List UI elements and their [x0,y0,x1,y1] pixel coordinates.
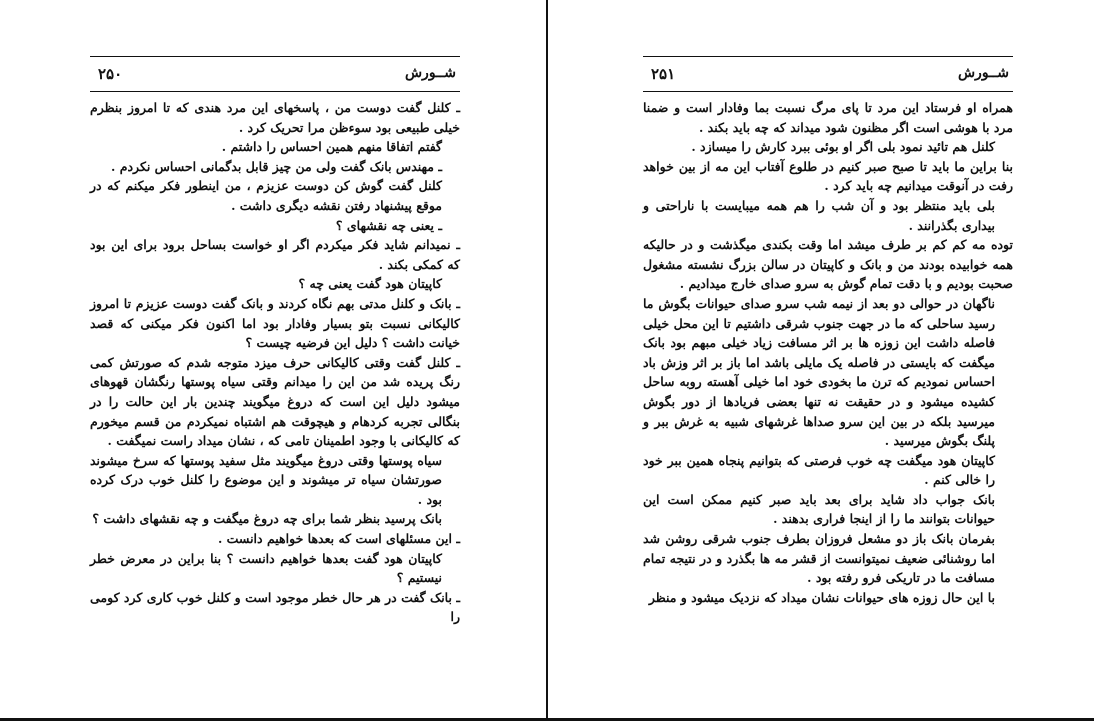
right-page-header [643,56,1013,92]
left-page-number: ۲۵۰ [98,65,123,83]
paragraph: بنا براین ما باید تا صبح صبر کنیم در طلوع آفتاب این مه از بین خواهد رفت در آنوقت میدانیم چه باید کرد . [643,158,1013,194]
paragraph: سیاه پوستها وقتی دروغ میگویند مثل سفید پوستها که سرخ میشوند صورتشان سیاه تر میشوند و این موضوع را کلنل خوب درک کرده بود . [90,452,442,507]
left-page-body [90,98,460,627]
right-page [643,56,1013,706]
right-page-number: ۲۵۱ [651,65,676,83]
paragraph: ـ نمیدانم شاید فکر میکردم اگر او خواست بساحل برود برای این بود که کمکی بکند . [90,237,460,272]
paragraph: بفرمان بانک باز دو مشعل فروزان بطرف جنوب شرقی روشن شد اما روشنائی ضعیف نمیتوانست از قشر مه ها بگذرد و در نتیجه تمام مسافت ما در تاریکی فرو رفته بود . [643,531,995,586]
paragraph: ـ این مسئلهای است که بعدها خواهیم دانست . [217,531,460,547]
paragraph: توده مه کم کم بر طرف میشد اما وقت بکندی میگذشت و در حالیکه همه خوابیده بودند من و بانک و کاپیتان در سالن بزرگ نشسته مشغول صحبت بودیم و با دقت تمام گوش به سرو صدای خارج میدادیم . [643,237,1013,292]
paragraph: همراه او فرستاد این مرد تا پای مرگ نسبت بما وفادار است و ضمنا مرد با هوشی است اگر مظنون شود میداند که چه باید بکند . [643,100,1013,135]
left-page-header [90,56,460,92]
left-page-running-title: شــورش [404,65,456,81]
paragraph: ـ کلنل گفت دوست من ، پاسخهای این مرد هندی که تا امروز بنظرم خیلی طبیعی بود سوءظن مرا تحریک کرد . [90,100,460,135]
left-page [90,56,460,706]
paragraph: با این حال زوزه های حیوانات نشان میداد که نزدیک میشود و منظر [648,589,995,605]
book-spine [546,0,548,721]
right-page-body [643,98,1013,607]
paragraph: ـ بانک و کلنل مدتی بهم نگاه کردند و بانک گفت دوست عزیزم تا امروز کالیکانی نسبت بتو بسیار وفادار بود اما اکنون فکر میکنی که قصد خیانت داشت ؟ دلیل این فرضیه چیست ؟ [90,295,460,351]
right-page-running-title: شــورش [957,65,1009,81]
paragraph: بلی باید منتظر بود و آن شب را هم همه میبایست با ناراحتی و بیداری بگذرانند . [643,197,995,233]
paragraph: ناگهان در حوالی دو بعد از نیمه شب سرو صدای حیوانات بگوش ما رسید ساحلی که ما در جهت جنوب شرقی داشتیم تا این محل خیلی فاصله داشت این زوزه ها بر اثر مسافت زیاد خیلی مبهم بود بانک میگفت که بایستی در فاصله یک مایلی باشد اما باز بر اثر وزش باد احساس نمودیم که ترن ما بخودی خود اما خیلی آهسته روبه ساحل کشیده میشود و در حقیقت نه تنها بعضی فریادها از دور بگوش میرسید بلکه در بین این سرو صداها غرشهای شبیه به غرش ببر و پلنگ بگوش میرسید . [643,295,995,449]
paragraph: بانک جواب داد شاید برای بعد باید صبر کنیم ممکن است این حیوانات بتوانند ما را از اینجا فراری بدهند . [643,491,995,527]
paragraph: ـ مهندس بانک گفت ولی من چیز قابل بدگمانی احساس نکردم . [111,158,442,174]
paragraph: ـ بانک گفت در هر حال خطر موجود است و کلنل خوب کاری کرد کومی را [90,589,460,625]
paragraph: گفتم اتفاقا منهم همین احساس را داشتم . [221,139,442,155]
paragraph: ـ یعنی چه نقشهای ؟ [335,217,442,233]
paragraph: کلنل گفت گوش کن دوست عزیزم ، من اینطور فکر میکنم که در موقع پیشنهاد رفتن نقشه دیگری داشت . [90,178,442,213]
paragraph: کاپیتان هود گفت بعدها خواهیم دانست ؟ بنا براین در معرض خطر نیستیم ؟ [90,550,442,586]
paragraph: بانک پرسید بنظر شما برای چه دروغ میگفت و چه نقشهای داشت ؟ [92,511,442,527]
paragraph: ـ کلنل گفت وقتی کالیکانی حرف میزد متوجه شدم که صورتش کمی رنگ پریده شد من این را میدانم وقتی سیاه پوستها رنگشان قهوهای میشود دلیل این است که دروغ میگویند چندین بار این حالت را در بنگالی تجربه کردهام و هیچوقت هم اشتباه نمیکردم من قسم میخورم که کالیکانی با وجود اطمینان تامی که ، نشان میداد راست نمیگفت . [90,354,460,449]
paragraph: کاپیتان هود میگفت چه خوب فرصتی که بتوانیم پنجاه همین ببر خود را خالی کنم . [643,452,995,488]
paragraph: کلنل هم تائید نمود بلی اگر او بوئی ببرد کارش را میسازد . [691,139,995,155]
paragraph: کاپیتان هود گفت یعنی چه ؟ [298,276,442,292]
